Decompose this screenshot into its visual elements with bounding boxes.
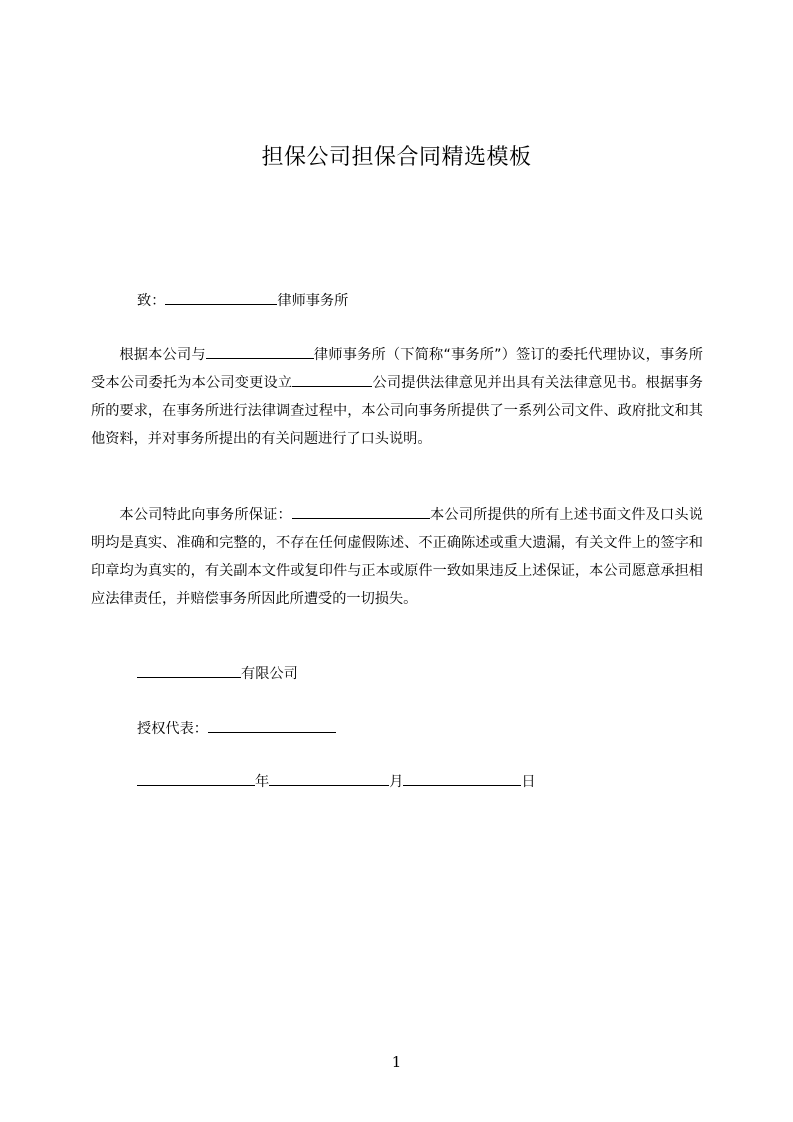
- company-line: [137, 660, 298, 688]
- company-name-blank[interactable]: [137, 661, 241, 678]
- representative-blank[interactable]: [208, 716, 336, 733]
- new-company-blank[interactable]: [292, 370, 372, 387]
- guarantee-blank[interactable]: [292, 502, 430, 519]
- addressee-line: [137, 287, 348, 315]
- paragraph2-part2: 本公司所提供的所有上述书面文件及口头说明均是真实、准确和完整的，不存在任何虚假陈述、不正确陈述或重大遗漏，有关文件上的签字和印章均为真实的，有关副本文件或复印件与正本或原件一致如果违反上述保证，本公司愿意承担相应法律责任，并赔偿事务所因此所遭受的一切损失。: [91, 507, 703, 607]
- month-label: 月: [389, 774, 404, 790]
- addressee-prefix: 致：: [137, 293, 166, 309]
- year-label: 年: [255, 774, 270, 790]
- date-line: [137, 768, 536, 796]
- year-blank[interactable]: [137, 769, 255, 786]
- page-number: 1: [391, 1053, 402, 1071]
- paragraph-engagement: [91, 341, 703, 453]
- paragraph1-part1: 根据本公司与: [119, 347, 206, 363]
- lawfirm-name-blank[interactable]: [165, 288, 277, 305]
- month-blank[interactable]: [269, 769, 389, 786]
- document-title: 担保公司担保合同精选模板: [261, 145, 532, 170]
- representative-label: 授权代表：: [137, 721, 208, 737]
- paragraph1-part2: 律师事务所（下简称“事务所”）签订的委托代理协议，事务所受本公司委托为本公司变更设立: [91, 347, 703, 391]
- company-suffix: 有限公司: [241, 666, 298, 682]
- day-blank[interactable]: [403, 769, 521, 786]
- paragraph-guarantee: [91, 501, 703, 613]
- paragraph1-part3: 公司提供法律意见并出具有关法律意见书。根据事务所的要求，在事务所进行法律调查过程中，本公司向事务所提供了一系列公司文件、政府批文和其他资料，并对事务所提出的有关问题进行了口头说明。: [91, 375, 703, 447]
- paragraph2-part1: 本公司特此向事务所保证：: [119, 507, 292, 523]
- representative-line: [137, 715, 336, 743]
- addressee-suffix: 律师事务所: [277, 293, 349, 309]
- day-label: 日: [521, 774, 536, 790]
- lawfirm-blank[interactable]: [206, 342, 314, 359]
